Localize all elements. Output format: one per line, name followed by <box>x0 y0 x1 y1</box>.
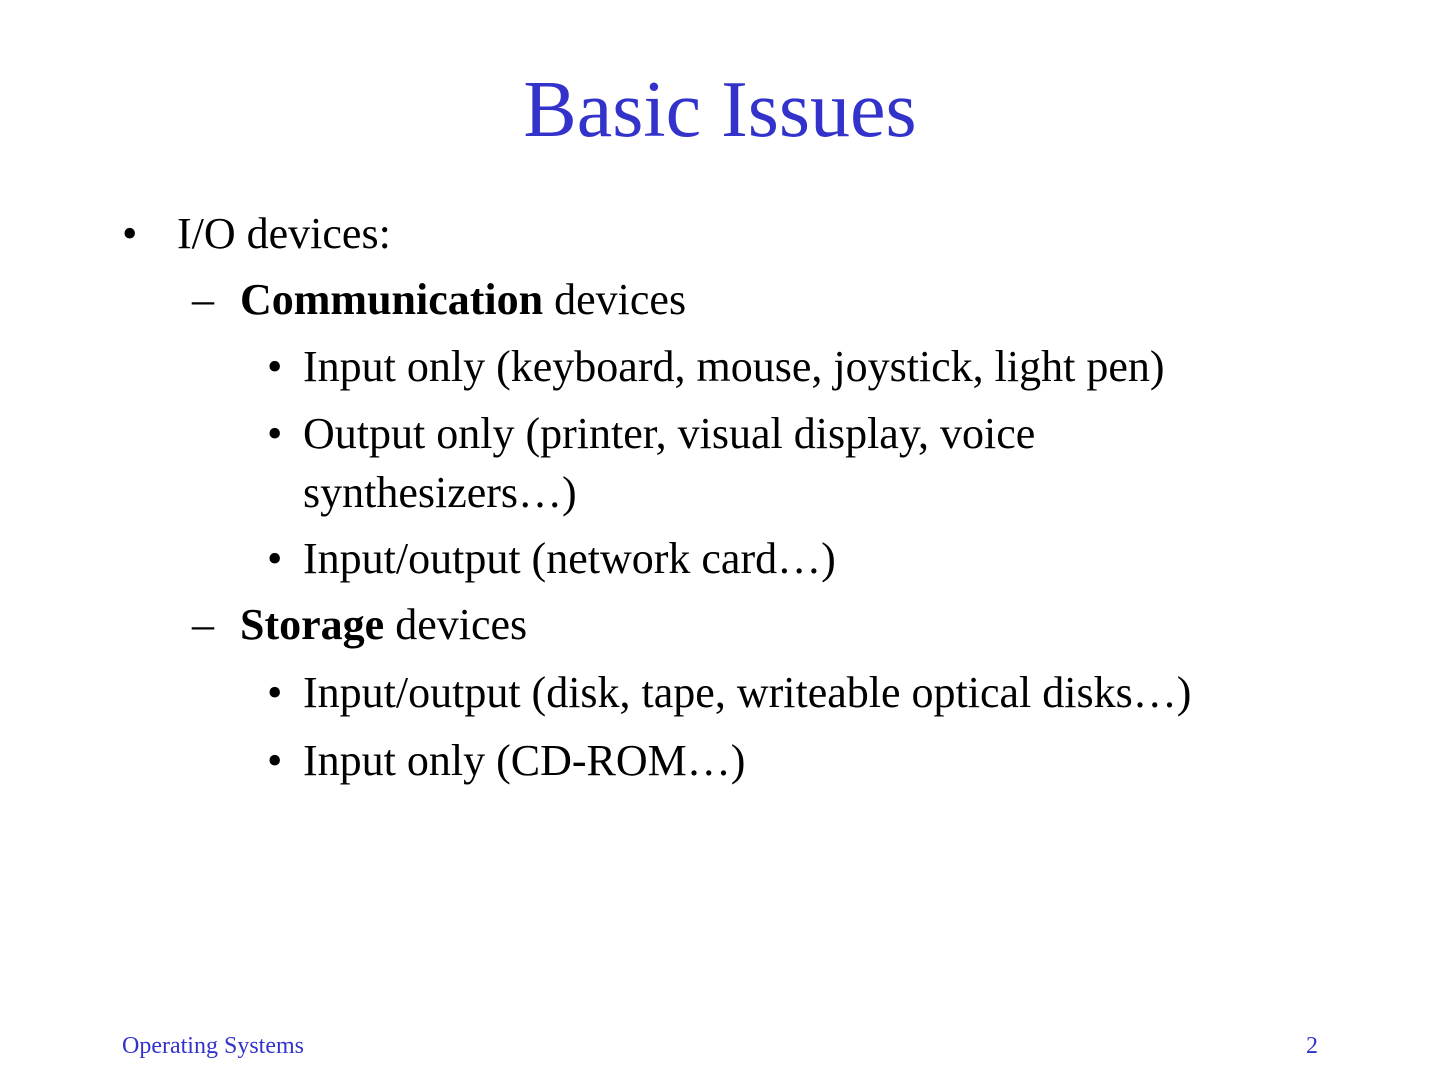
subbullet-storage <box>240 596 527 654</box>
bullet-dot: • <box>267 342 283 391</box>
item-output-only: Output only (printer, visual display, voice <box>303 409 1036 458</box>
bullet-dot: • <box>122 209 138 258</box>
bullet-io-devices: I/O devices: <box>177 209 391 258</box>
footer-course-name: Operating Systems <box>122 1033 304 1059</box>
item-input-only-cdrom: Input only (CD-ROM…) <box>303 736 746 785</box>
item-output-only-cont: synthesizers…) <box>303 468 577 517</box>
emphasis-storage: Storage <box>240 600 385 649</box>
bullet-dot: • <box>267 409 283 458</box>
dash-marker: – <box>192 600 214 649</box>
item-input-output-disk: Input/output (disk, tape, writeable optical disks…) <box>303 668 1192 717</box>
bullet-dot: • <box>267 534 283 583</box>
bullet-dot: • <box>267 668 283 717</box>
slide-title: Basic Issues <box>523 66 917 154</box>
dash-marker: – <box>192 275 214 324</box>
bullet-dot: • <box>267 736 283 785</box>
subbullet-communication <box>240 271 686 329</box>
item-input-output-network: Input/output (network card…) <box>303 534 836 583</box>
emphasis-communication: Communication <box>240 275 544 324</box>
footer-page-number: 2 <box>1306 1033 1318 1059</box>
subbullet-storage-rest: devices <box>384 600 528 649</box>
subbullet-communication-rest: devices <box>543 275 687 324</box>
item-input-only: Input only (keyboard, mouse, joystick, light pen) <box>303 342 1165 391</box>
